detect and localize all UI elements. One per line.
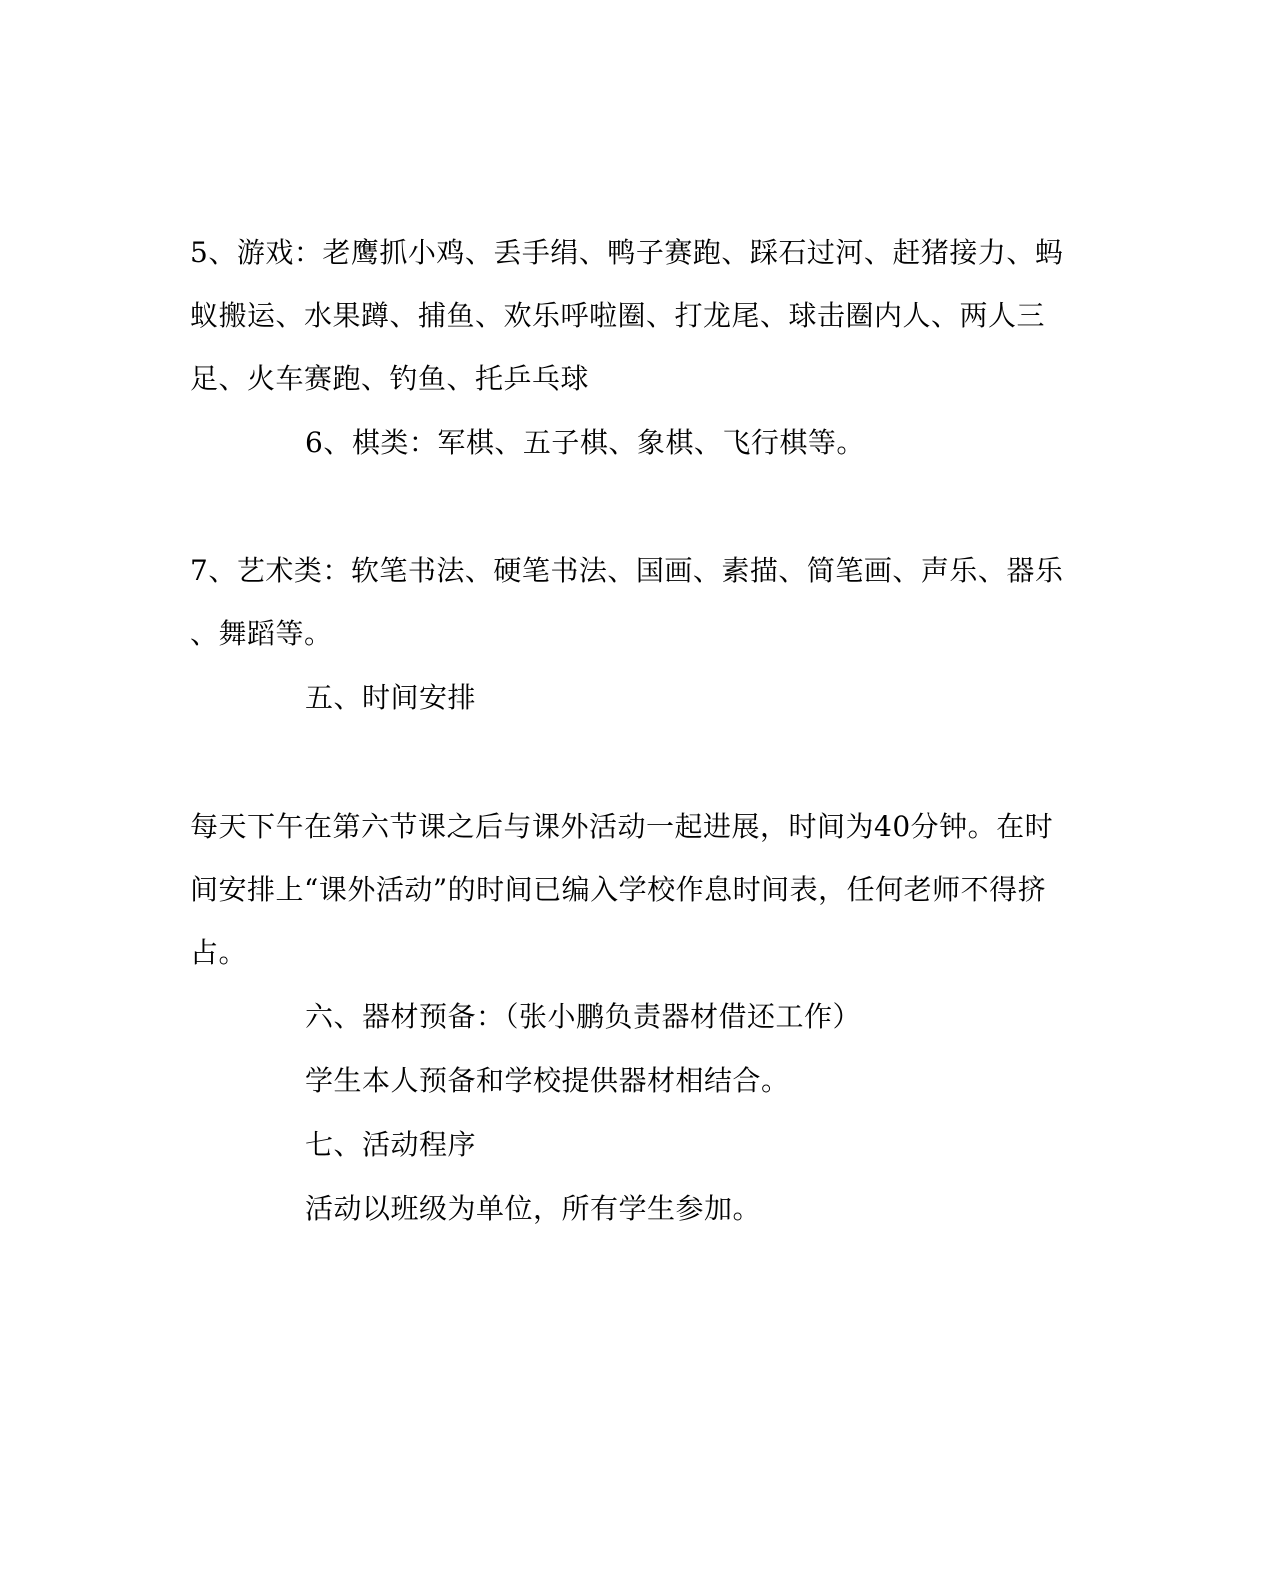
chess-line: 6、棋类：军棋、五子棋、象棋、飞行棋等。 (305, 426, 865, 459)
schedule-line-2: 间安排上“课外活动”的时间已编入学校作息时间表，任何老师不得挤 (190, 873, 1047, 906)
arts-line-1: 7、艺术类：软笔书法、硬笔书法、国画、素描、简笔画、声乐、器乐 (190, 554, 1064, 587)
games-line-3: 足、火车赛跑、钓鱼、托乒乓球 (190, 362, 590, 395)
procedure-line: 活动以班级为单位，所有学生参加。 (305, 1192, 762, 1225)
section-five-heading: 五、时间安排 (305, 681, 477, 714)
games-line-2: 蚁搬运、水果蹲、捕鱼、欢乐呼啦圈、打龙尾、球击圈内人、两人三 (190, 299, 1046, 332)
equipment-line: 学生本人预备和学校提供器材相结合。 (305, 1064, 790, 1097)
schedule-line-3: 占。 (190, 936, 248, 969)
arts-line-2: 、舞蹈等。 (190, 617, 333, 650)
section-six-heading: 六、器材预备：（张小鹏负责器材借还工作） (305, 1000, 862, 1033)
schedule-line-1: 每天下午在第六节课之后与课外活动一起进展，时间为40分钟。在时 (190, 810, 1054, 843)
section-seven-heading: 七、活动程序 (305, 1128, 477, 1161)
games-line-1: 5、游戏：老鹰抓小鸡、丢手绢、鸭子赛跑、踩石过河、赶猪接力、蚂 (190, 236, 1064, 269)
